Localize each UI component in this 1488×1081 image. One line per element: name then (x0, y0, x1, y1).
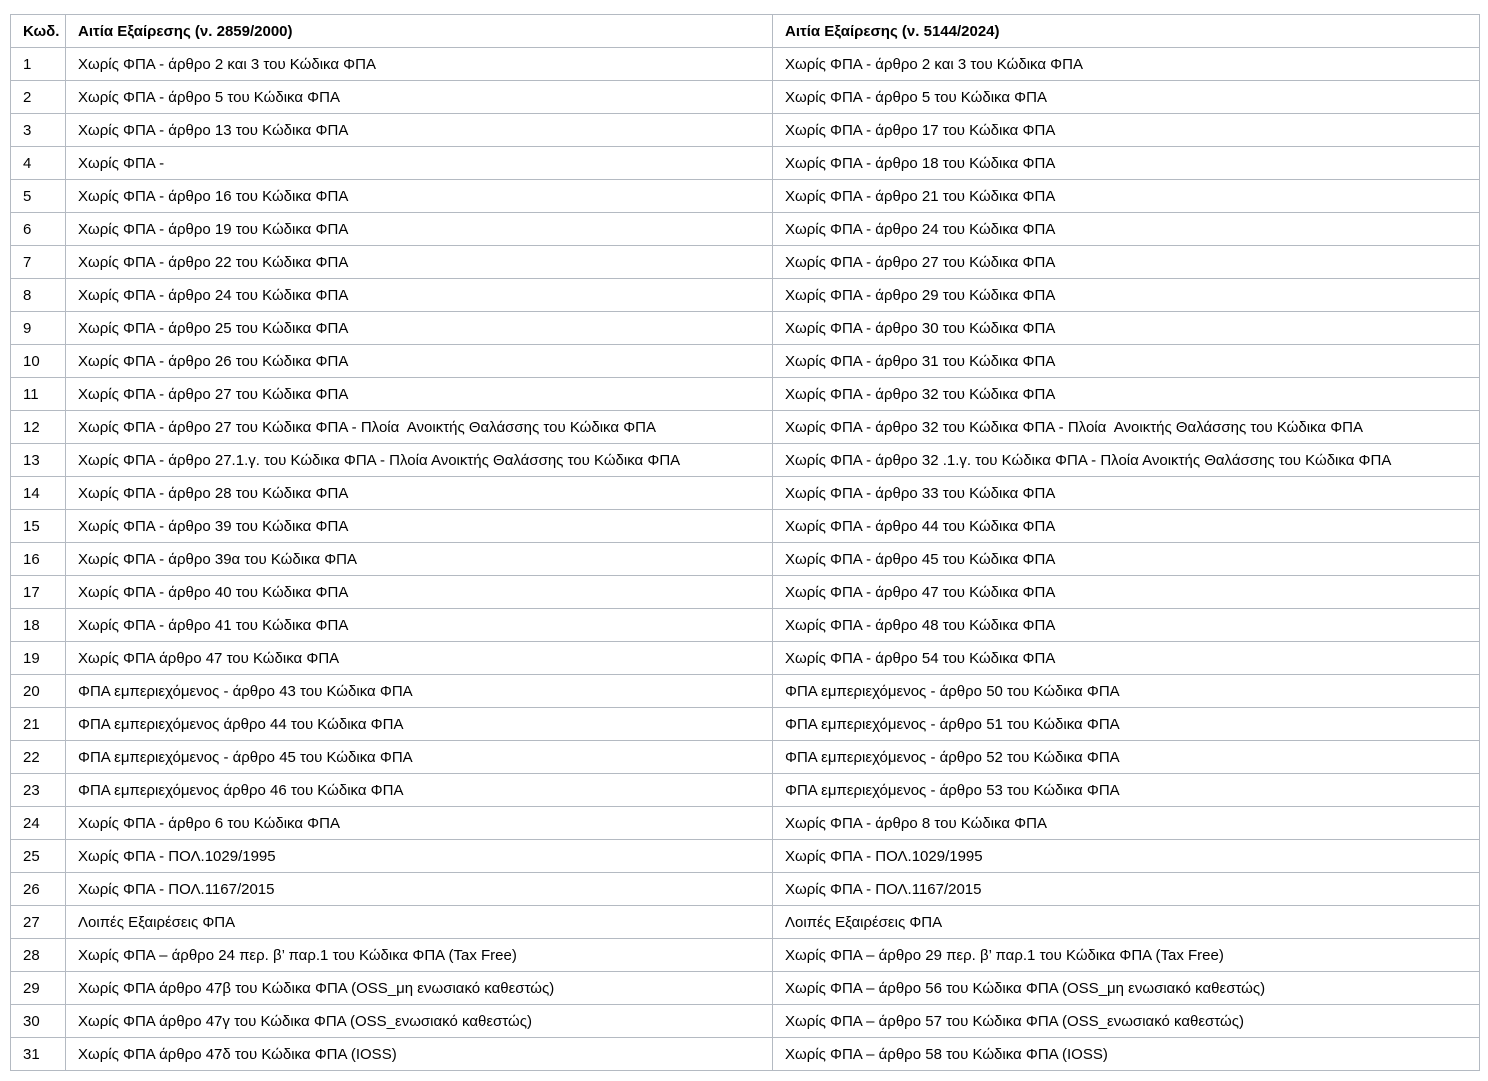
vat-exemption-mapping-table-container (10, 14, 1480, 1071)
old-law-cell: Χωρίς ΦΠΑ άρθρο 47γ του Κώδικα ΦΠΑ (OSS_ενωσιακό καθεστώς) (66, 1005, 773, 1038)
table-row (11, 774, 1480, 807)
old-law-cell: Χωρίς ΦΠΑ - άρθρο 27.1.γ. του Κώδικα ΦΠΑ - Πλοία Ανοικτής Θαλάσσης του Κώδικα ΦΠΑ (66, 444, 773, 477)
new-law-cell: ΦΠΑ εμπεριεχόμενος - άρθρο 53 του Κώδικα ΦΠΑ (773, 774, 1480, 807)
code-cell: 22 (11, 741, 66, 774)
code-cell: 9 (11, 312, 66, 345)
code-cell: 6 (11, 213, 66, 246)
code-cell: 26 (11, 873, 66, 906)
code-cell: 18 (11, 609, 66, 642)
new-law-cell: ΦΠΑ εμπεριεχόμενος - άρθρο 52 του Κώδικα ΦΠΑ (773, 741, 1480, 774)
code-cell: 21 (11, 708, 66, 741)
table-row (11, 543, 1480, 576)
old-law-cell: Χωρίς ΦΠΑ - άρθρο 41 του Κώδικα ΦΠΑ (66, 609, 773, 642)
old-law-cell: Χωρίς ΦΠΑ - άρθρο 6 του Κώδικα ΦΠΑ (66, 807, 773, 840)
new-law-cell: Χωρίς ΦΠΑ - άρθρο 2 και 3 του Κώδικα ΦΠΑ (773, 48, 1480, 81)
old-law-cell: Χωρίς ΦΠΑ - άρθρο 2 και 3 του Κώδικα ΦΠΑ (66, 48, 773, 81)
table-row (11, 873, 1480, 906)
old-law-cell: Χωρίς ΦΠΑ - άρθρο 25 του Κώδικα ΦΠΑ (66, 312, 773, 345)
table-row (11, 147, 1480, 180)
new-law-cell: Χωρίς ΦΠΑ – άρθρο 29 περ. β’ παρ.1 του Κώδικα ΦΠΑ (Tax Free) (773, 939, 1480, 972)
code-cell: 25 (11, 840, 66, 873)
code-cell: 27 (11, 906, 66, 939)
code-cell: 16 (11, 543, 66, 576)
old-law-cell: ΦΠΑ εμπεριεχόμενος - άρθρο 45 του Κώδικα ΦΠΑ (66, 741, 773, 774)
table-row (11, 81, 1480, 114)
column-header-new-law: Αιτία Εξαίρεσης (ν. 5144/2024) (773, 15, 1480, 48)
table-row (11, 48, 1480, 81)
new-law-cell: Χωρίς ΦΠΑ - άρθρο 27 του Κώδικα ΦΠΑ (773, 246, 1480, 279)
new-law-cell: ΦΠΑ εμπεριεχόμενος - άρθρο 51 του Κώδικα ΦΠΑ (773, 708, 1480, 741)
table-row (11, 411, 1480, 444)
new-law-cell: Χωρίς ΦΠΑ - άρθρο 47 του Κώδικα ΦΠΑ (773, 576, 1480, 609)
code-cell: 17 (11, 576, 66, 609)
old-law-cell: Χωρίς ΦΠΑ - άρθρο 39α του Κώδικα ΦΠΑ (66, 543, 773, 576)
table-row (11, 939, 1480, 972)
code-cell: 4 (11, 147, 66, 180)
old-law-cell: Χωρίς ΦΠΑ - άρθρο 28 του Κώδικα ΦΠΑ (66, 477, 773, 510)
new-law-cell: Χωρίς ΦΠΑ - άρθρο 48 του Κώδικα ΦΠΑ (773, 609, 1480, 642)
code-cell: 19 (11, 642, 66, 675)
old-law-cell: Χωρίς ΦΠΑ - άρθρο 22 του Κώδικα ΦΠΑ (66, 246, 773, 279)
new-law-cell: Χωρίς ΦΠΑ - ΠΟΛ.1167/2015 (773, 873, 1480, 906)
new-law-cell: Χωρίς ΦΠΑ – άρθρο 56 του Κώδικα ΦΠΑ (OSS_μη ενωσιακό καθεστώς) (773, 972, 1480, 1005)
old-law-cell: Χωρίς ΦΠΑ - άρθρο 13 του Κώδικα ΦΠΑ (66, 114, 773, 147)
table-row (11, 180, 1480, 213)
table-row (11, 312, 1480, 345)
table-row (11, 807, 1480, 840)
new-law-cell: Χωρίς ΦΠΑ - ΠΟΛ.1029/1995 (773, 840, 1480, 873)
table-row (11, 906, 1480, 939)
table-row (11, 609, 1480, 642)
table-row (11, 1005, 1480, 1038)
code-cell: 8 (11, 279, 66, 312)
new-law-cell: Χωρίς ΦΠΑ - άρθρο 45 του Κώδικα ΦΠΑ (773, 543, 1480, 576)
table-row (11, 213, 1480, 246)
table-row (11, 1038, 1480, 1071)
old-law-cell: Χωρίς ΦΠΑ άρθρο 47 του Κώδικα ΦΠΑ (66, 642, 773, 675)
code-cell: 1 (11, 48, 66, 81)
table-row (11, 642, 1480, 675)
code-cell: 5 (11, 180, 66, 213)
table-row (11, 279, 1480, 312)
new-law-cell: Χωρίς ΦΠΑ - άρθρο 30 του Κώδικα ΦΠΑ (773, 312, 1480, 345)
old-law-cell: Χωρίς ΦΠΑ - άρθρο 19 του Κώδικα ΦΠΑ (66, 213, 773, 246)
new-law-cell: Χωρίς ΦΠΑ - άρθρο 8 του Κώδικα ΦΠΑ (773, 807, 1480, 840)
code-cell: 20 (11, 675, 66, 708)
new-law-cell: Χωρίς ΦΠΑ - άρθρο 21 του Κώδικα ΦΠΑ (773, 180, 1480, 213)
table-row (11, 345, 1480, 378)
code-cell: 10 (11, 345, 66, 378)
old-law-cell: ΦΠΑ εμπεριεχόμενος άρθρο 46 του Κώδικα ΦΠΑ (66, 774, 773, 807)
old-law-cell: Χωρίς ΦΠΑ άρθρο 47δ του Κώδικα ΦΠΑ (IOSS) (66, 1038, 773, 1071)
new-law-cell: Χωρίς ΦΠΑ - άρθρο 32 του Κώδικα ΦΠΑ - Πλοία Ανοικτής Θαλάσσης του Κώδικα ΦΠΑ (773, 411, 1480, 444)
old-law-cell: Χωρίς ΦΠΑ - άρθρο 26 του Κώδικα ΦΠΑ (66, 345, 773, 378)
code-cell: 13 (11, 444, 66, 477)
code-cell: 29 (11, 972, 66, 1005)
new-law-cell: Λοιπές Εξαιρέσεις ΦΠΑ (773, 906, 1480, 939)
old-law-cell: Χωρίς ΦΠΑ – άρθρο 24 περ. β’ παρ.1 του Κώδικα ΦΠΑ (Tax Free) (66, 939, 773, 972)
code-cell: 30 (11, 1005, 66, 1038)
new-law-cell: Χωρίς ΦΠΑ - άρθρο 44 του Κώδικα ΦΠΑ (773, 510, 1480, 543)
code-cell: 31 (11, 1038, 66, 1071)
old-law-cell: Χωρίς ΦΠΑ - ΠΟΛ.1167/2015 (66, 873, 773, 906)
new-law-cell: Χωρίς ΦΠΑ – άρθρο 58 του Κώδικα ΦΠΑ (IOSS) (773, 1038, 1480, 1071)
old-law-cell: Χωρίς ΦΠΑ - άρθρο 24 του Κώδικα ΦΠΑ (66, 279, 773, 312)
table-row (11, 510, 1480, 543)
code-cell: 28 (11, 939, 66, 972)
table-row (11, 972, 1480, 1005)
table-row (11, 246, 1480, 279)
old-law-cell: ΦΠΑ εμπεριεχόμενος άρθρο 44 του Κώδικα ΦΠΑ (66, 708, 773, 741)
old-law-cell: Χωρίς ΦΠΑ - άρθρο 27 του Κώδικα ΦΠΑ (66, 378, 773, 411)
code-cell: 11 (11, 378, 66, 411)
table-row (11, 444, 1480, 477)
table-row (11, 708, 1480, 741)
new-law-cell: Χωρίς ΦΠΑ - άρθρο 31 του Κώδικα ΦΠΑ (773, 345, 1480, 378)
table-row (11, 576, 1480, 609)
column-header-old-law: Αιτία Εξαίρεσης (ν. 2859/2000) (66, 15, 773, 48)
new-law-cell: Χωρίς ΦΠΑ - άρθρο 54 του Κώδικα ΦΠΑ (773, 642, 1480, 675)
table-row (11, 477, 1480, 510)
new-law-cell: Χωρίς ΦΠΑ - άρθρο 32 .1.γ. του Κώδικα ΦΠΑ - Πλοία Ανοικτής Θαλάσσης του Κώδικα ΦΠΑ (773, 444, 1480, 477)
code-cell: 15 (11, 510, 66, 543)
old-law-cell: Λοιπές Εξαιρέσεις ΦΠΑ (66, 906, 773, 939)
new-law-cell: Χωρίς ΦΠΑ - άρθρο 29 του Κώδικα ΦΠΑ (773, 279, 1480, 312)
table-row (11, 840, 1480, 873)
code-cell: 2 (11, 81, 66, 114)
new-law-cell: Χωρίς ΦΠΑ - άρθρο 5 του Κώδικα ΦΠΑ (773, 81, 1480, 114)
code-cell: 23 (11, 774, 66, 807)
new-law-cell: ΦΠΑ εμπεριεχόμενος - άρθρο 50 του Κώδικα ΦΠΑ (773, 675, 1480, 708)
old-law-cell: Χωρίς ΦΠΑ - άρθρο 39 του Κώδικα ΦΠΑ (66, 510, 773, 543)
code-cell: 24 (11, 807, 66, 840)
new-law-cell: Χωρίς ΦΠΑ - άρθρο 33 του Κώδικα ΦΠΑ (773, 477, 1480, 510)
vat-exemption-mapping-table (10, 14, 1480, 1071)
new-law-cell: Χωρίς ΦΠΑ - άρθρο 18 του Κώδικα ΦΠΑ (773, 147, 1480, 180)
column-header-code: Κωδ. (11, 15, 66, 48)
header-row (11, 15, 1480, 48)
old-law-cell: Χωρίς ΦΠΑ άρθρο 47β του Κώδικα ΦΠΑ (OSS_μη ενωσιακό καθεστώς) (66, 972, 773, 1005)
table-row (11, 378, 1480, 411)
old-law-cell: Χωρίς ΦΠΑ - άρθρο 27 του Κώδικα ΦΠΑ - Πλοία Ανοικτής Θαλάσσης του Κώδικα ΦΠΑ (66, 411, 773, 444)
old-law-cell: ΦΠΑ εμπεριεχόμενος - άρθρο 43 του Κώδικα ΦΠΑ (66, 675, 773, 708)
new-law-cell: Χωρίς ΦΠΑ - άρθρο 32 του Κώδικα ΦΠΑ (773, 378, 1480, 411)
new-law-cell: Χωρίς ΦΠΑ - άρθρο 17 του Κώδικα ΦΠΑ (773, 114, 1480, 147)
old-law-cell: Χωρίς ΦΠΑ - ΠΟΛ.1029/1995 (66, 840, 773, 873)
new-law-cell: Χωρίς ΦΠΑ – άρθρο 57 του Κώδικα ΦΠΑ (OSS_ενωσιακό καθεστώς) (773, 1005, 1480, 1038)
table-row (11, 741, 1480, 774)
code-cell: 14 (11, 477, 66, 510)
old-law-cell: Χωρίς ΦΠΑ - άρθρο 5 του Κώδικα ΦΠΑ (66, 81, 773, 114)
table-row (11, 114, 1480, 147)
table-body (11, 48, 1480, 1071)
old-law-cell: Χωρίς ΦΠΑ - άρθρο 16 του Κώδικα ΦΠΑ (66, 180, 773, 213)
old-law-cell: Χωρίς ΦΠΑ - άρθρο 40 του Κώδικα ΦΠΑ (66, 576, 773, 609)
table-row (11, 675, 1480, 708)
new-law-cell: Χωρίς ΦΠΑ - άρθρο 24 του Κώδικα ΦΠΑ (773, 213, 1480, 246)
code-cell: 3 (11, 114, 66, 147)
old-law-cell: Χωρίς ΦΠΑ - (66, 147, 773, 180)
code-cell: 12 (11, 411, 66, 444)
code-cell: 7 (11, 246, 66, 279)
